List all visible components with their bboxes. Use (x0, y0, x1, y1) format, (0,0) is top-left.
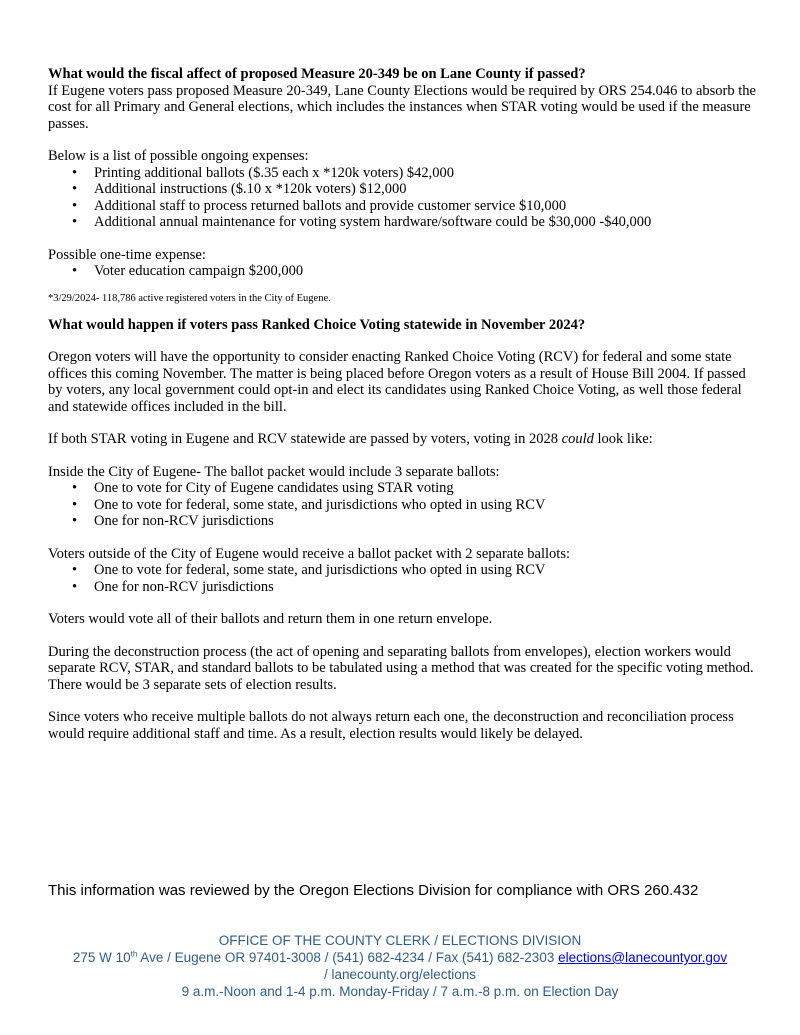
list-item: • One for non-RCV jurisdictions (48, 579, 760, 596)
list-item: • Printing additional ballots ($.35 each x *120k voters) $42,000 (48, 165, 760, 182)
rcv-paragraph-2-emphasis: could (561, 431, 594, 447)
footer-website: / lanecounty.org/elections (323, 967, 477, 982)
footer-address-superscript: th (130, 949, 138, 959)
outside-eugene-heading: Voters outside of the City of Eugene would receive a ballot packet with 2 separate ballots: (48, 545, 570, 562)
document-body (48, 66, 760, 742)
footer-hours: 9 a.m.-Noon and 1-4 p.m. Monday-Friday / 7 a.m.-8 p.m. on Election Day (181, 984, 619, 999)
list-item: • One to vote for City of Eugene candidates using STAR voting (48, 480, 760, 497)
inside-eugene-heading: Inside the City of Eugene- The ballot packet would include 3 separate ballots: (48, 463, 500, 480)
footer-office-name: OFFICE OF THE COUNTY CLERK / ELECTIONS DIVISION (218, 933, 582, 948)
footer-address-text-a: 275 W 10 (72, 950, 131, 965)
review-statement: This information was reviewed by the Oregon Elections Division for compliance with ORS 260.432 (48, 882, 699, 899)
rcv-paragraph-2-text-b: look like: (593, 431, 653, 447)
list-item: • One to vote for federal, some state, and jurisdictions who opted in using RCV (48, 562, 760, 579)
list-item: • Voter education campaign $200,000 (48, 263, 760, 280)
voter-count-footnote: *3/29/2024- 118,786 active registered voters in the City of Eugene. (48, 292, 331, 304)
ongoing-expenses-list (48, 165, 760, 231)
inside-eugene-ballot-list (48, 480, 760, 530)
rcv-paragraph-2-text-a: If both STAR voting in Eugene and RCV statewide are passed by voters, voting in 2028 (48, 431, 562, 447)
rcv-question-heading: What would happen if voters pass Ranked Choice Voting statewide in November 2024? (48, 316, 586, 333)
rcv-paragraph-3: Voters would vote all of their ballots and return them in one return envelope. (48, 611, 493, 627)
list-item: • One for non-RCV jurisdictions (48, 513, 760, 530)
rcv-paragraph-2 (48, 431, 760, 448)
footer-address-line (0, 949, 800, 966)
fiscal-question-heading: What would the fiscal affect of proposed Measure 20-349 be on Lane County if passed? (48, 66, 586, 82)
onetime-expense-heading: Possible one-time expense: (48, 246, 206, 263)
ongoing-expenses-heading: Below is a list of possible ongoing expenses: (48, 148, 309, 164)
footer-address-text-b: Ave / Eugene OR 97401-3008 / (541) 682-4234 / Fax (541) 682-2303 (137, 950, 559, 965)
onetime-expense-list (48, 263, 760, 280)
list-item: • Additional instructions ($.10 x *120k voters) $12,000 (48, 181, 760, 198)
rcv-paragraph-4: During the deconstruction process (the act of opening and separating ballots from envelopes), election workers would separate RCV, STAR, and standard ballots to be tabulated using a method that was created for the specific voting method. There would be 3 separate sets of election results. (48, 643, 754, 693)
outside-eugene-ballot-list (48, 562, 760, 595)
footer-contact (0, 932, 800, 1000)
email-link[interactable]: elections@lanecountyor.gov (558, 950, 728, 965)
list-item: • Additional annual maintenance for voting system hardware/software could be $30,000 -$40,000 (48, 214, 760, 231)
list-item: • Additional staff to process returned ballots and provide customer service $10,000 (48, 198, 760, 215)
fiscal-intro-paragraph: If Eugene voters pass proposed Measure 20-349, Lane County Elections would be required by ORS 254.046 to absorb the cost for all Primary and General elections, which includes the instances when STAR voting would be used if the measure passes. (48, 82, 756, 132)
rcv-paragraph-1: Oregon voters will have the opportunity to consider enacting Ranked Choice Voting (RCV) for federal and some state offices this coming November. The matter is being placed before Oregon voters as a result of House Bill 2004. If passed by voters, any local government could opt-in and elect its candidates using Ranked Choice Voting, as well those federal and statewide offices included in the bill. (48, 349, 746, 415)
list-item: • One to vote for federal, some state, and jurisdictions who opted in using RCV (48, 497, 760, 514)
rcv-paragraph-5: Since voters who receive multiple ballots do not always return each one, the deconstruction and reconciliation process would require additional staff and time. As a result, election results would likely be delayed. (48, 709, 734, 742)
